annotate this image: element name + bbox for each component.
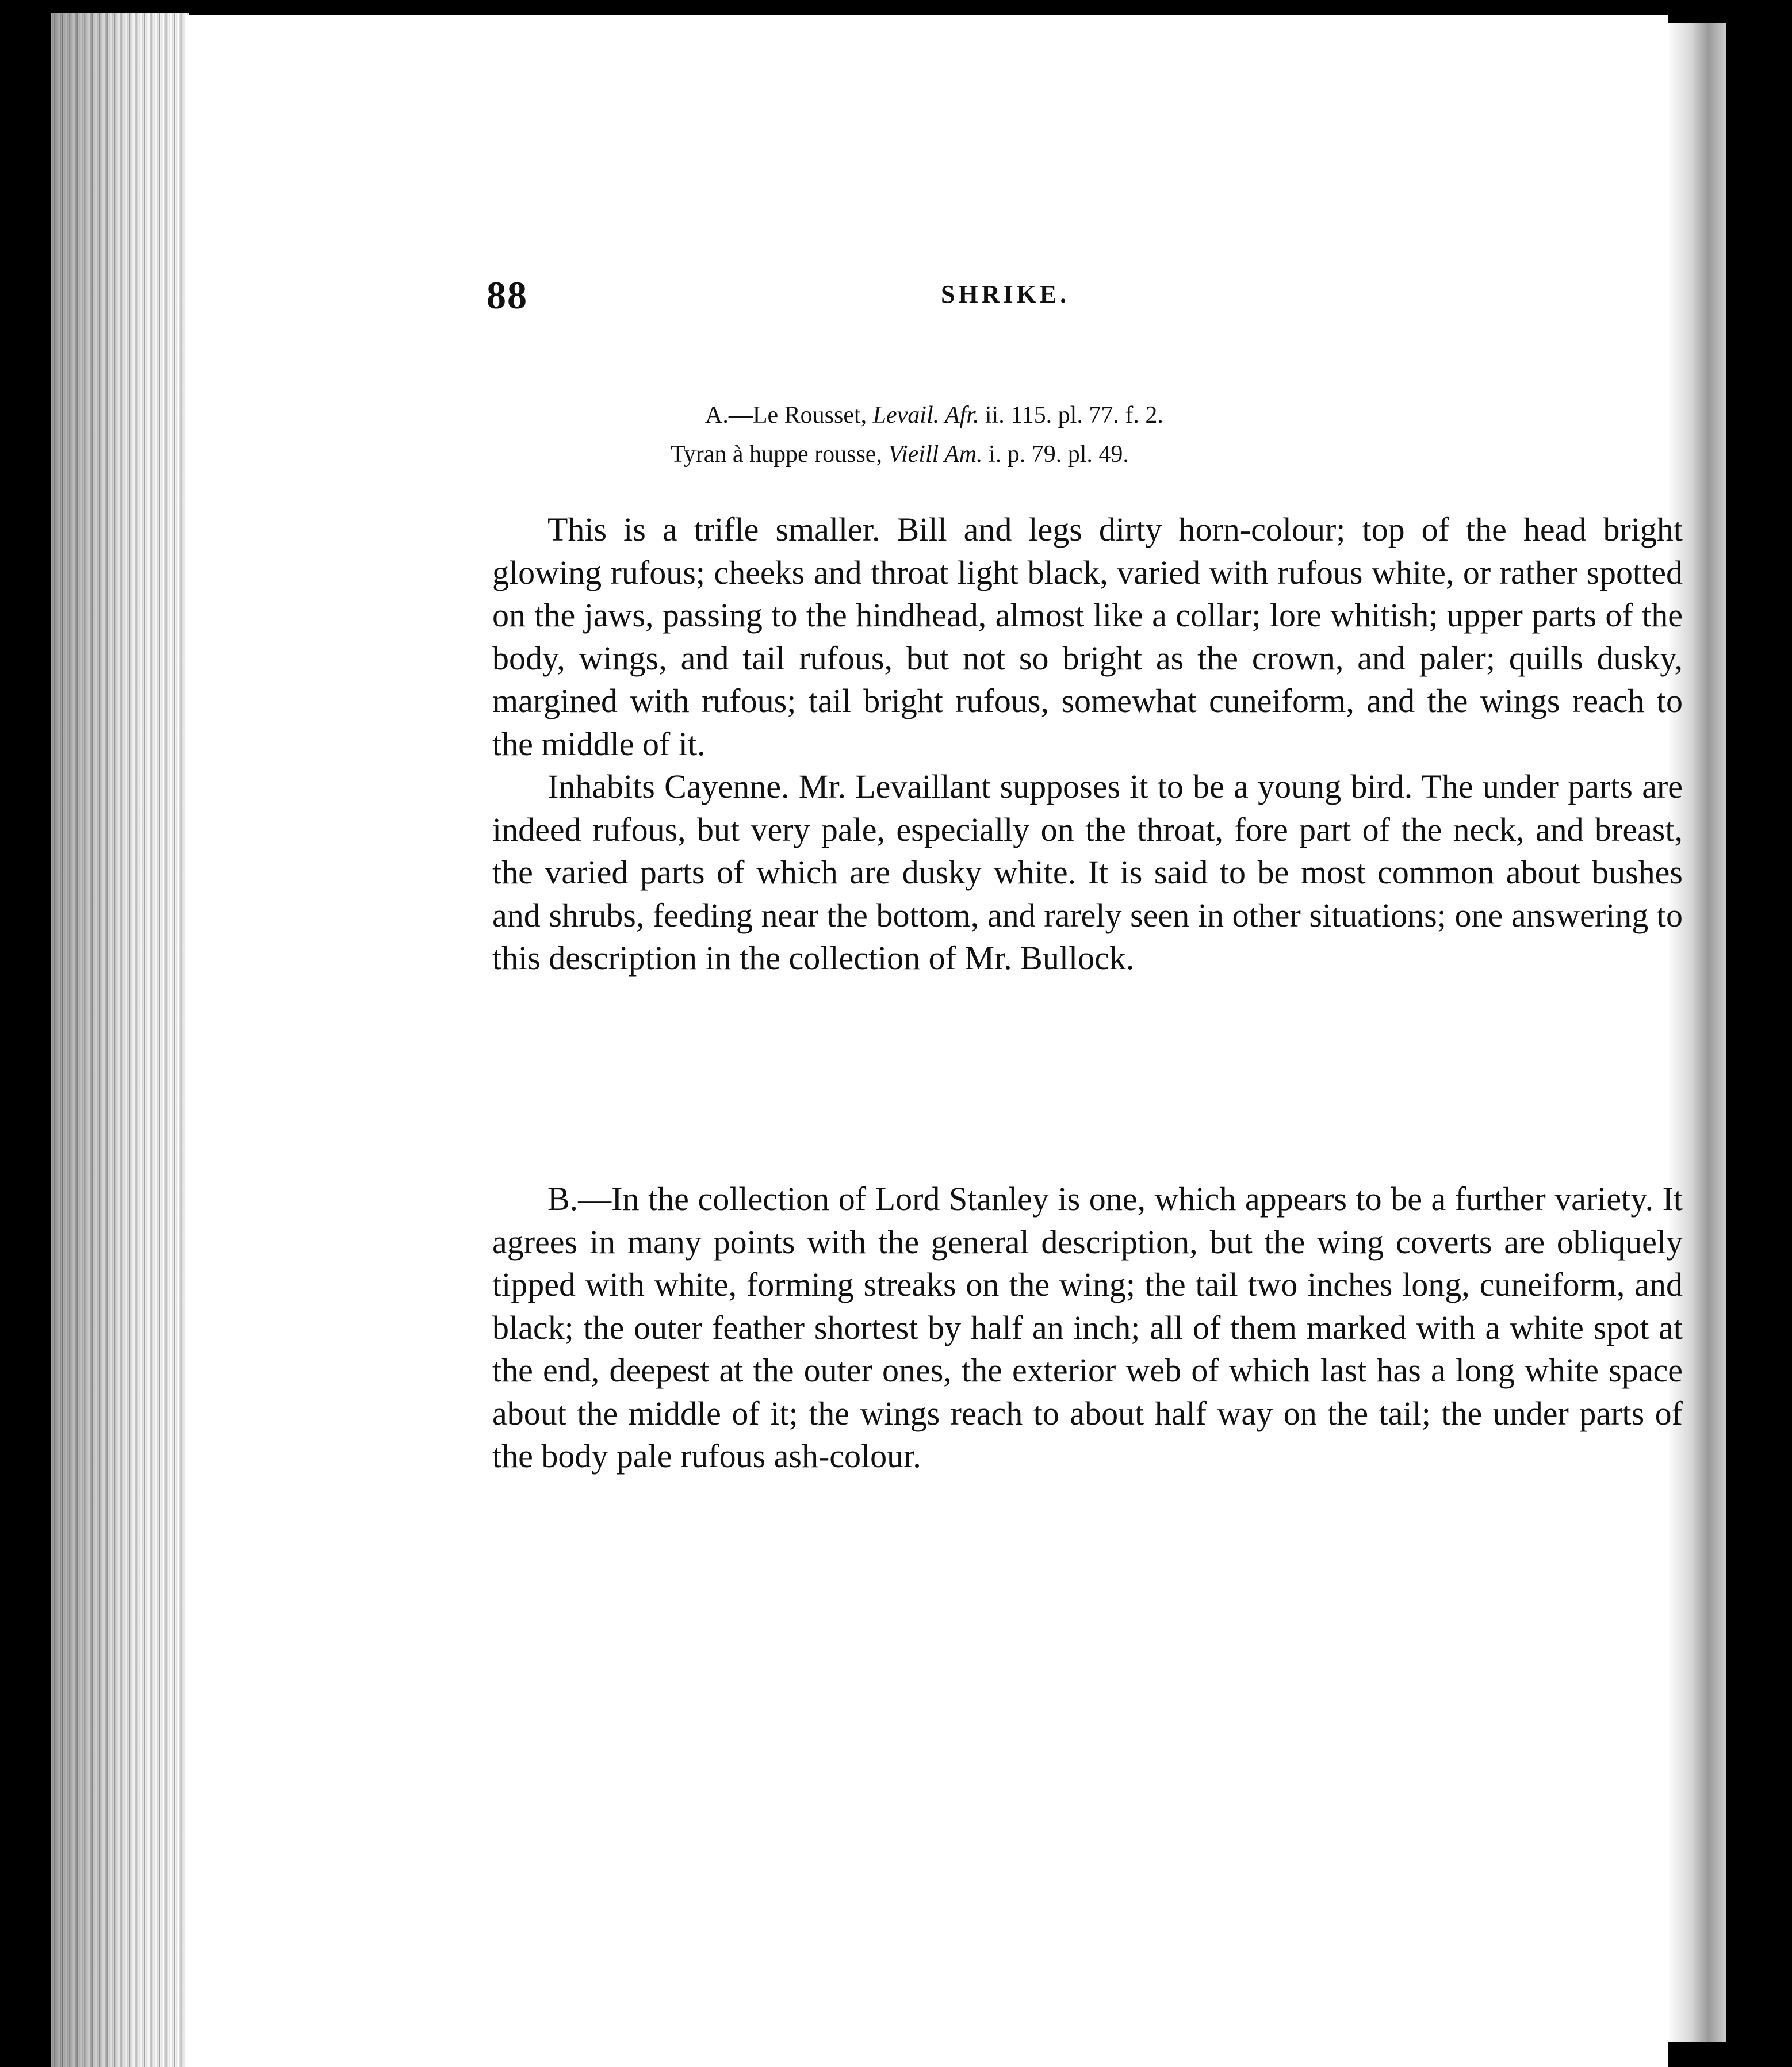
- description-paragraph: This is a trifle smaller. Bill and legs dirty horn-colour; top of the head bright glowing rufous; cheeks and throat light black, varied with rufous white, or rather spotted on the jaws, passing to the hindhead, almost like a collar; lore whitish; upper parts of the body, wings, and tail rufous, but not so bright as the crown, and paler; quills dusky, margined with rufous; tail bright rufous, somewhat cuneiform, and the wings reach to the middle of it.: [492, 511, 1683, 763]
- synonym-line: [671, 435, 1568, 474]
- habitat-paragraph: Inhabits Cayenne. Mr. Levaillant supposes it to be a young bird. The under parts are indeed rufous, but very pale, especially on the throat, fore part of the neck, and breast, the varied parts of which are dusky white. It is said to be most common about bushes and shrubs, feeding near the bottom, and rarely seen in other situations; one answering to this description in the collection of Mr. Bullock.: [492, 768, 1683, 977]
- synonym-citation: ii. 115. pl. 77. f. 2.: [979, 402, 1163, 428]
- right-page-edge: [1667, 23, 1726, 2042]
- synonym-name: Tyran à huppe rousse,: [671, 441, 889, 468]
- synonymy-block: [671, 396, 1568, 474]
- variety-b-paragraph: B.—In the collection of Lord Stanley is one, which appears to be a further variety. It agrees in many points with the general description, but the wing coverts are obliquely tipped with white, forming streaks on the wing; the tail two inches long, cuneiform, and black; the outer feather shortest by half an inch; all of them marked with a white spot at the end, deepest at the outer ones, the exterior web of which last has a long white space about the middle of it; the wings reach to about half way on the tail; the under parts of the body pale rufous ash-colour.: [492, 1180, 1683, 1475]
- synonym-reference: Vieill Am.: [888, 441, 983, 468]
- synonym-reference: Levail. Afr.: [872, 402, 979, 428]
- page-number: 88: [487, 273, 528, 317]
- synonym-line: [705, 396, 1568, 435]
- variety-b-section: [492, 1178, 1683, 1478]
- running-head: SHRIKE.: [941, 280, 1070, 308]
- page-edges: [51, 13, 189, 2067]
- book-page: [187, 15, 1683, 2067]
- page-header: [187, 268, 1668, 337]
- synonym-citation: i. p. 79. pl. 49.: [982, 441, 1129, 468]
- synonym-name: A.—Le Rousset,: [705, 402, 873, 428]
- variety-a-section: [492, 508, 1683, 980]
